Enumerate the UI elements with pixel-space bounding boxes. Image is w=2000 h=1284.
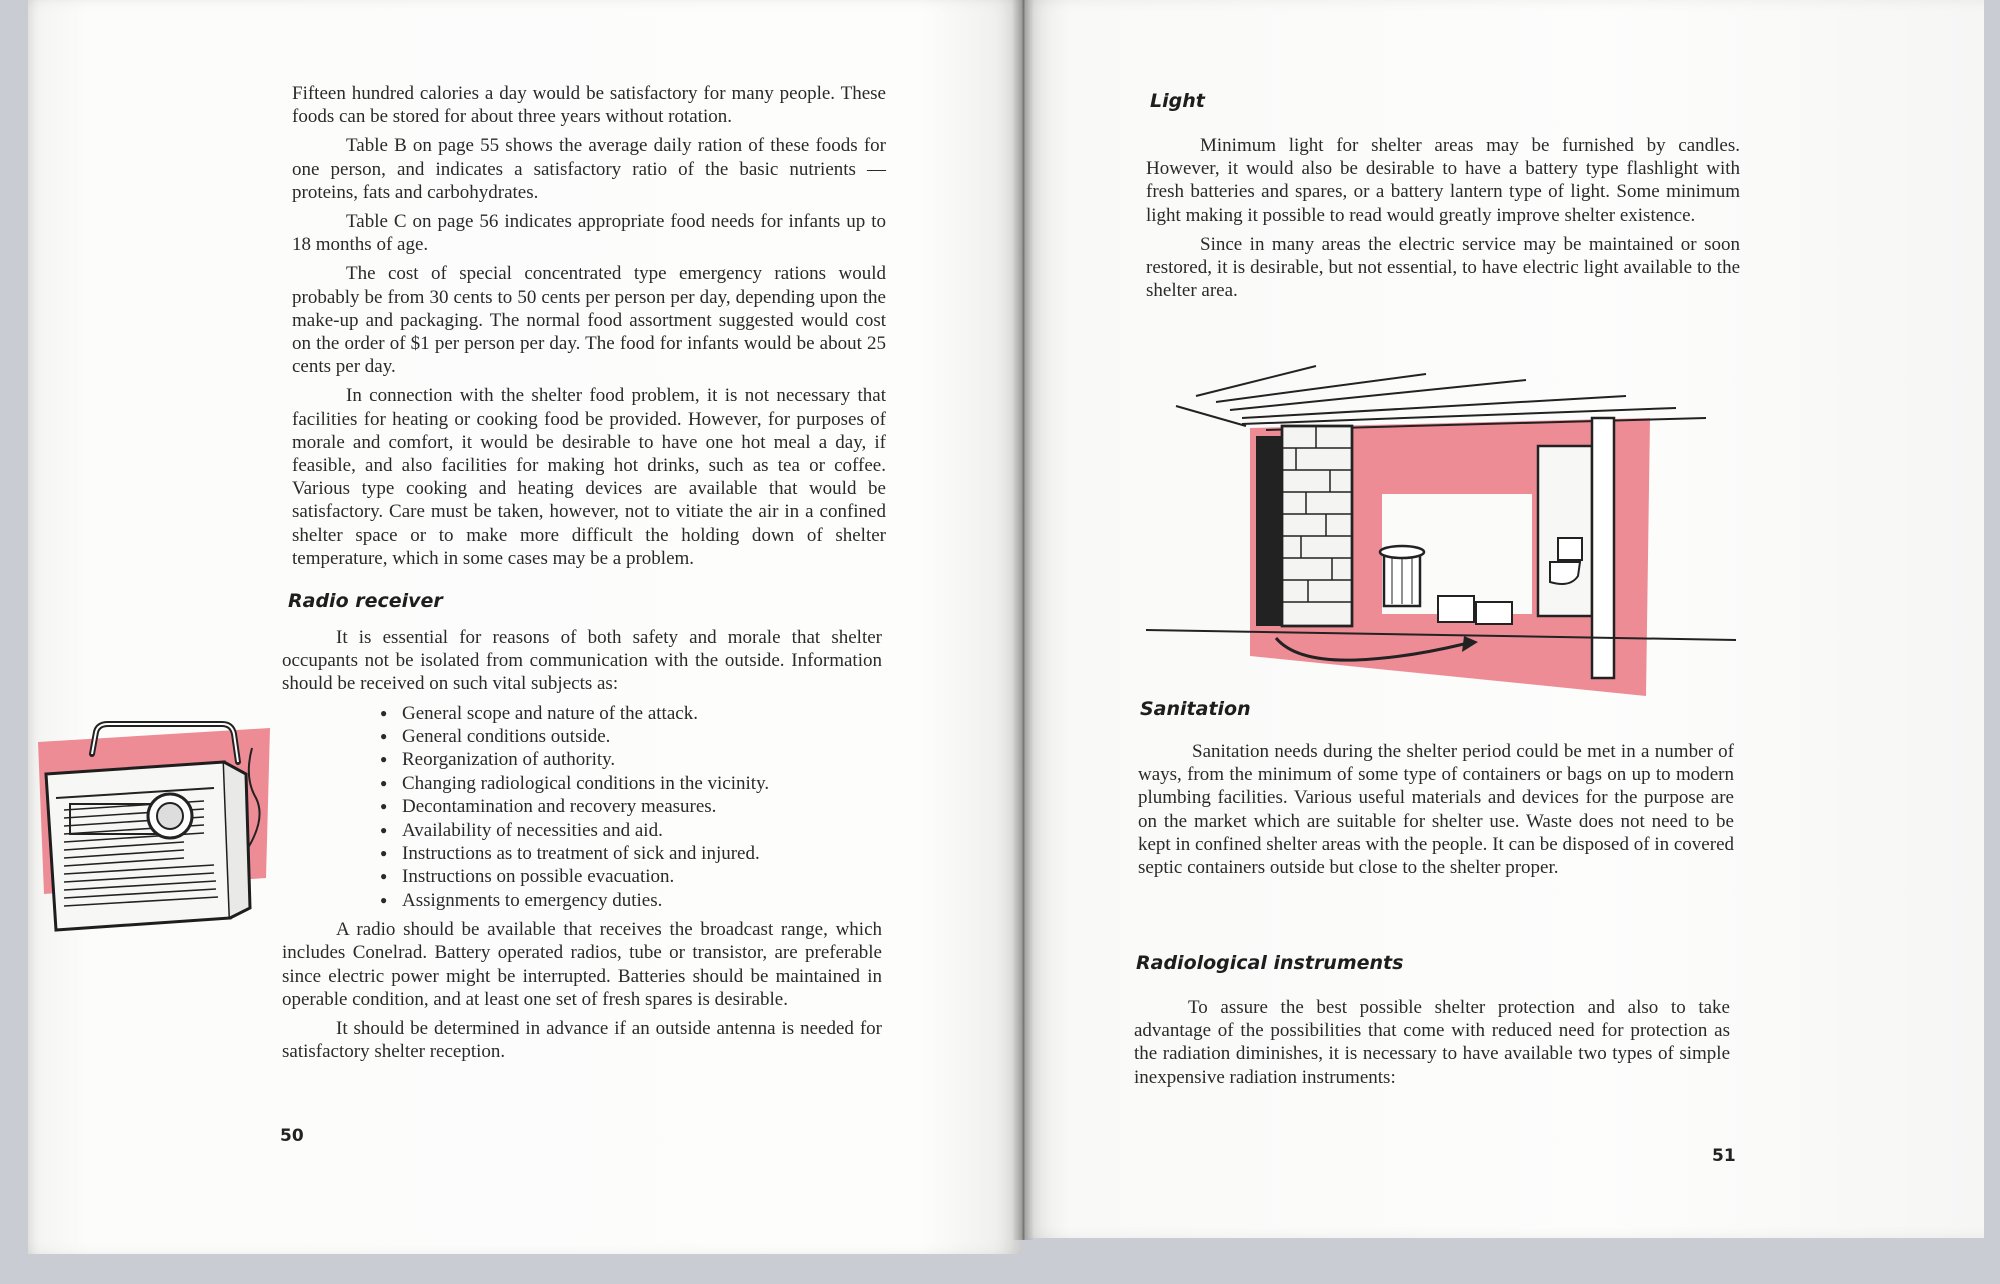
left-intro-text: [292, 82, 886, 576]
paragraph: A radio should be available that receives the broadcast range, which includes Conelrad. Battery operated radios, tube or transistor, are preferable since electric power might be interrupted. Batteries should be maintained in operable condition, and at least one set of fresh spares is desirable.: [282, 919, 882, 1010]
list-item: ● Changing radiological conditions in the vicinity.: [380, 772, 882, 795]
paragraph: The cost of special concentrated type emergency rations would probably be from 30 cents to 50 cents per person per day, depending upon the make-up and packaging. The normal food assortment suggested would cost on the order of $1 per person per day. The food for infants would be about 25 cents per day.: [292, 263, 886, 378]
sanitation-section-text: [1138, 740, 1734, 885]
radiological-instruments-heading: Radiological instruments: [1136, 952, 1404, 974]
list-item: ● General conditions outside.: [380, 725, 882, 748]
radio-receiver-heading: Radio receiver: [288, 590, 443, 612]
light-section-text: [1146, 134, 1740, 308]
radio-topics-list: [282, 702, 882, 913]
list-item: ● Instructions as to treatment of sick and injured.: [380, 842, 882, 865]
radio-illustration: [34, 718, 274, 938]
paragraph: Since in many areas the electric service may be maintained or soon restored, it is desirable, but not essential, to have electric light available to the shelter area.: [1146, 233, 1740, 302]
page-number-left: 50: [280, 1126, 304, 1146]
paragraph: It should be determined in advance if an outside antenna is needed for satisfactory shelter reception.: [282, 1018, 882, 1063]
paragraph: Minimum light for shelter areas may be furnished by candles. However, it would also be desirable to have a battery type flashlight with fresh batteries and spares, or a battery lantern type of light. Some minimum light making it possible to read would greatly improve shelter existence.: [1146, 135, 1740, 226]
book-spine: [1012, 0, 1034, 1240]
shelter-room-illustration: [1146, 366, 1742, 696]
list-item: ● General scope and nature of the attack.: [380, 702, 882, 725]
paragraph: It is essential for reasons of both safety and morale that shelter occupants not be isolated from communication with the outside. Information should be received on such vital subjects as:: [282, 627, 882, 695]
list-item: ● Reorganization of authority.: [380, 748, 882, 771]
paragraph: Table C on page 56 indicates appropriate food needs for infants up to 18 months of age.: [292, 211, 886, 256]
list-item: ● Availability of necessities and aid.: [380, 819, 882, 842]
radiological-section-text: [1134, 996, 1730, 1095]
radio-section-text: [282, 626, 882, 1069]
paragraph: Sanitation needs during the shelter period could be met in a number of ways, from the minimum of some type of containers or bags on up to modern plumbing facilities. Various useful materials and devices for the purpose are on the market which are suitable for shelter use. Waste does not need to be kept in confined shelter areas with the people. It can be disposed of in covered septic containers outside but close to the shelter proper.: [1138, 741, 1734, 879]
list-item: ● Instructions on possible evacuation.: [380, 865, 882, 888]
paragraph: To assure the best possible shelter protection and also to take advantage of the possibilities that come with reduced need for protection as the radiation diminishes, it is necessary to have available two types of simple inexpensive radiation instruments:: [1134, 997, 1730, 1088]
paragraph: In connection with the shelter food problem, it is not necessary that facilities for heating or cooking food be provided. However, for purposes of morale and comfort, it would be desirable to have one hot meal a day, if feasible, and also facilities for making hot drinks, such as tea or coffee. Various type cooking and heating devices are available that would be satisfactory. Care must be taken, however, not to vitiate the air in a confined shelter space or to make more difficult the holding down of shelter temperature, which in some cases may be a problem.: [292, 385, 886, 569]
light-heading: Light: [1150, 90, 1205, 112]
list-item: ● Decontamination and recovery measures.: [380, 795, 882, 818]
paragraph: Fifteen hundred calories a day would be satisfactory for many people. These foods can be stored for about three years without rotation.: [292, 83, 886, 128]
list-item: ● Assignments to emergency duties.: [380, 889, 882, 912]
paragraph: Table B on page 55 shows the average daily ration of these foods for one person, and indicates a satisfactory ratio of the basic nutrients — proteins, fats and carbohydrates.: [292, 135, 886, 203]
sanitation-heading: Sanitation: [1140, 698, 1251, 720]
page-number-right: 51: [1712, 1146, 1736, 1166]
